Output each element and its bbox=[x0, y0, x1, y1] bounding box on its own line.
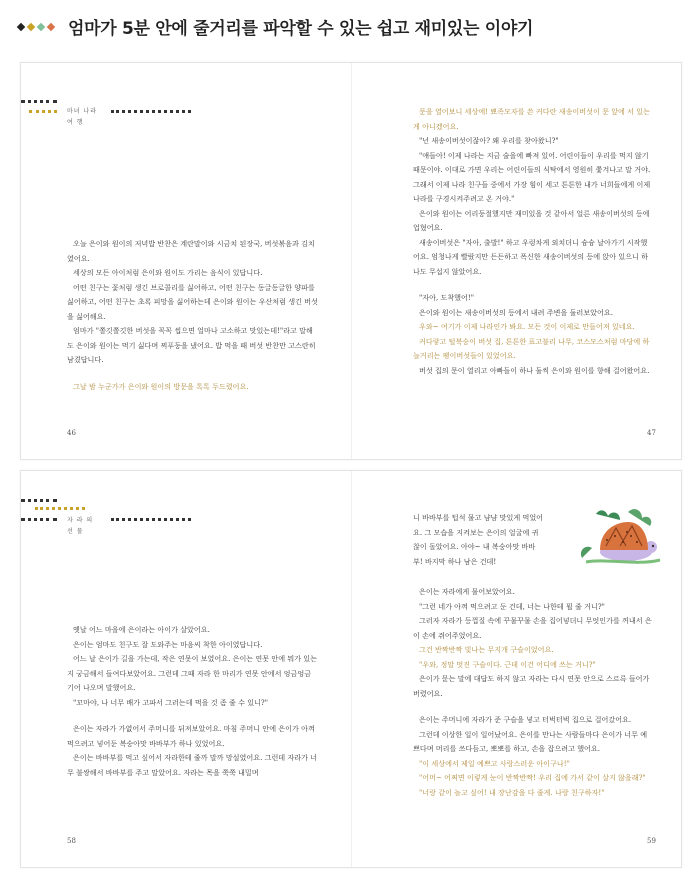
leaf-shape bbox=[596, 510, 620, 520]
page-number: 47 bbox=[647, 429, 656, 437]
paragraph: 은이가 묻는 말에 대답도 하지 않고 자라는 다시 연못 안으로 스르륵 들어가버렸어요. bbox=[413, 674, 650, 698]
intro-line: 찮이 돌았어요. 아야~ 내 복숭아맛 바바 bbox=[413, 542, 536, 551]
paragraph: 새송이버섯은 "자아, 출발!" 하고 우렁차게 외치더니 슝슝 날아가기 시작했어요. 엄청나게 빨랐지만 든든하고 폭신한 새송이버섯의 등에 앉아 있으니 하나도 무섭지 않았어요. bbox=[413, 237, 648, 276]
paragraph: 커다랗고 털북숭이 버섯 집, 튼튼한 표고불리 나무, 코스모스처럼 마당에 하늘거리는 팽이버섯들이 있었어요. bbox=[413, 336, 650, 360]
paragraph: 엄마가 "쫄깃쫄깃한 버섯을 꼭꼭 씹으면 얼마나 고소하고 맛있는데!"라고 말해도 은이와 원이는 먹기 싫다며 찌푸둥을 냈어요. 밥 먹을 때 버섯 반찬만 고스란히 남겼답니다. bbox=[67, 326, 316, 364]
chapter-title-line: 선 물 bbox=[67, 528, 84, 535]
paragraph: 세상의 모든 아이처럼 은이와 원이도 가리는 음식이 있답니다. bbox=[73, 268, 263, 277]
page-number: 46 bbox=[67, 429, 76, 437]
paragraph: 은이와 원이는 어리둥절했지만 재미있을 것 같아서 얼른 새송이버섯의 등에 업혔어요. bbox=[413, 208, 650, 232]
paragraph: 은이와 원이는 새송이버섯의 등에서 내려 주변을 둘러보았어요. bbox=[419, 307, 613, 317]
decor-dots bbox=[21, 100, 57, 106]
book-spread-1 bbox=[20, 62, 682, 460]
paragraph: 우와~ 여기가 이제 나라인가 봐요. 모든 것이 이제로 만들어져 있네요. bbox=[419, 322, 635, 331]
paragraph: 그런데 이상한 일이 일어났어요. 은이를 만나는 사람들마다 은이가 너무 예쁘다며 머리를 쓰다듬고, 뽀뽀를 하고, 손을 잡으려고 했어요. bbox=[413, 729, 648, 753]
chapter-title-line: 여 행 bbox=[67, 119, 84, 126]
chapter-title-line: 마녀 나라 bbox=[67, 108, 98, 115]
paragraph: 그건 반짝반짝 빛나는 무지개 구슬이었어요. bbox=[419, 645, 554, 654]
paragraph: 옛날 어느 마을에 은이라는 아이가 살았어요. bbox=[73, 625, 210, 634]
paragraph: 그러자 자라가 등껍질 속에 꾸물꾸물 손을 집어넣더니 무엇인가를 꺼내서 은이 손에 쥐어주었어요. bbox=[413, 616, 652, 640]
turtle-shell bbox=[600, 522, 648, 550]
chapter-title bbox=[67, 515, 93, 537]
decor-dots bbox=[29, 110, 57, 116]
diamond-icon-gold bbox=[27, 23, 35, 31]
paragraph: 어느 날 은이가 길을 가는데, 작은 연못이 보였어요. 은이는 연못 안에 뭐가 있는지 궁금해서 들여다보았어요. 그런데 그때 자라 한 마리가 연못 안에서 엉금엉금 기어 나오며 말했어요. bbox=[67, 654, 317, 692]
diamond-icon-black bbox=[17, 23, 25, 31]
page-46 bbox=[21, 63, 351, 459]
paragraph: 오늘 은이와 원이의 저녁밥 반찬은 계란말이와 시금치 된장국, 버섯볶음과 김치였어요. bbox=[67, 239, 315, 263]
paragraph: "꼬마야, 나 너무 배가 고파서 그러는데 먹을 것 좀 줄 수 있니?" bbox=[73, 697, 268, 707]
page-58 bbox=[21, 471, 351, 867]
decor-dots bbox=[21, 518, 57, 524]
book-spread-2 bbox=[20, 470, 682, 868]
decor-dots bbox=[21, 499, 57, 505]
intro-line: 요. 그 모습을 지켜보는 은이의 얼굴에 귀 bbox=[413, 527, 539, 537]
paragraph: 은이는 엄마도 친구도 잘 도와주는 마음씨 착한 아이였답니다. bbox=[73, 639, 263, 649]
paragraph: "얘들아! 이제 나라는 지금 술을에 빠져 있어. 어린이들이 우리를 먹지 않기 때문이야. 이대로 가면 우리는 어린이들의 식탁에서 영원히 쫓겨나고 말 거야. 그래서 이제 나라 친구들 중에서 가장 힘이 세고 튼튼한 내가 너희들에게 이제 나라를 구경시켜주려고 온 거야." bbox=[413, 150, 651, 203]
paragraph: "자아, 도착했어!" bbox=[419, 293, 475, 302]
paragraph: 은이는 자라에게 물어보았어요. bbox=[419, 587, 515, 596]
paragraph: 은이는 주머니에 자라가 준 구슬을 넣고 터벅터벅 집으로 걸어갔어요. bbox=[419, 715, 632, 724]
decor-dots bbox=[35, 507, 85, 513]
story-text bbox=[67, 237, 319, 394]
paragraph: 버섯 집의 문이 열리고 아빠들이 하나 둘씩 은이와 원이를 향해 걸어왔어요. bbox=[419, 365, 650, 375]
story-text bbox=[67, 623, 319, 780]
paragraph: 은이는 바바부를 먹고 싶어서 자라한테 줄까 말까 망설였어요. 그런데 자라가 너무 불쌍해서 바바부를 주고 말았어요. 자라는 목을 쭉쭉 내밀며 bbox=[67, 753, 318, 777]
story-text bbox=[413, 105, 653, 378]
story-intro bbox=[413, 511, 573, 569]
story-text bbox=[413, 585, 653, 800]
diamond-icon-orange bbox=[47, 23, 55, 31]
page-header bbox=[0, 0, 700, 58]
chapter-title bbox=[67, 106, 97, 128]
page-number: 59 bbox=[647, 837, 656, 845]
paragraph: 어떤 친구는 꽃처럼 생긴 브로콜리를 싫어하고, 어떤 친구는 동글동글한 양파를 싫어하고, 어떤 친구는 초록 피망을 싫어하는데 은이와 원이는 우산처럼 생긴 버섯을 싫어해요. bbox=[67, 282, 318, 321]
paragraph: 은이는 자라가 가엾어서 주머니를 뒤져보았어요. 마침 주머니 안에 은이가 아껴 먹으려고 넣어둔 복숭아맛 바바부가 하나 있었어요. bbox=[67, 724, 315, 748]
paragraph: "넌 새송이버섯이잖아? 왜 우리를 찾아왔니?" bbox=[419, 136, 559, 145]
page-47 bbox=[351, 63, 681, 459]
header-title: 엄마가 5분 안에 줄거리를 파악할 수 있는 쉽고 재미있는 이야기 bbox=[68, 19, 534, 39]
paragraph: 그날 밤 누군가가 은이와 원이의 방문을 톡톡 두드렸어요. bbox=[73, 381, 249, 391]
intro-line: 니 바바부를 텁석 물고 냠냠 맛있게 먹었어 bbox=[413, 513, 544, 522]
intro-line: 부! 바지막 하나 남은 건데! bbox=[413, 556, 497, 566]
diamond-icon-green bbox=[37, 23, 45, 31]
chapter-title-line: 자 라 의 bbox=[67, 517, 94, 524]
page-number: 58 bbox=[67, 837, 76, 845]
header-diamond-dots bbox=[18, 24, 54, 30]
paragraph: "어머~ 어쩌면 이렇게 눈이 반짝반짝! 우리 집에 가서 같이 살지 않을래?" bbox=[419, 773, 646, 782]
paragraph: "우와, 정말 멋진 구슬이다. 근데 이건 어디에 쓰는 거니?" bbox=[419, 659, 596, 669]
leaf-shape bbox=[581, 547, 592, 558]
decor-dots bbox=[111, 110, 191, 116]
page-59 bbox=[351, 471, 681, 867]
paragraph: "이 세상에서 제일 예쁘고 사랑스러운 아이구나!" bbox=[419, 758, 570, 768]
decor-dots bbox=[111, 518, 191, 524]
turtle-illustration bbox=[576, 506, 662, 568]
paragraph: "그런 네가 아껴 먹으려고 둔 건데, 너는 나한테 뭘 줄 거니?" bbox=[419, 601, 605, 611]
turtle-eye bbox=[652, 545, 654, 547]
grass-shape bbox=[586, 560, 660, 562]
paragraph: 문을 열어보니 세상에! 뾰족모자를 쓴 커다란 새송이버섯이 문 앞에 서 있는 게 아니겠어요. bbox=[413, 107, 650, 131]
paragraph: "너랑 같이 놀고 싶어! 내 장난감을 다 줄게. 나랑 친구하자!" bbox=[419, 787, 605, 797]
